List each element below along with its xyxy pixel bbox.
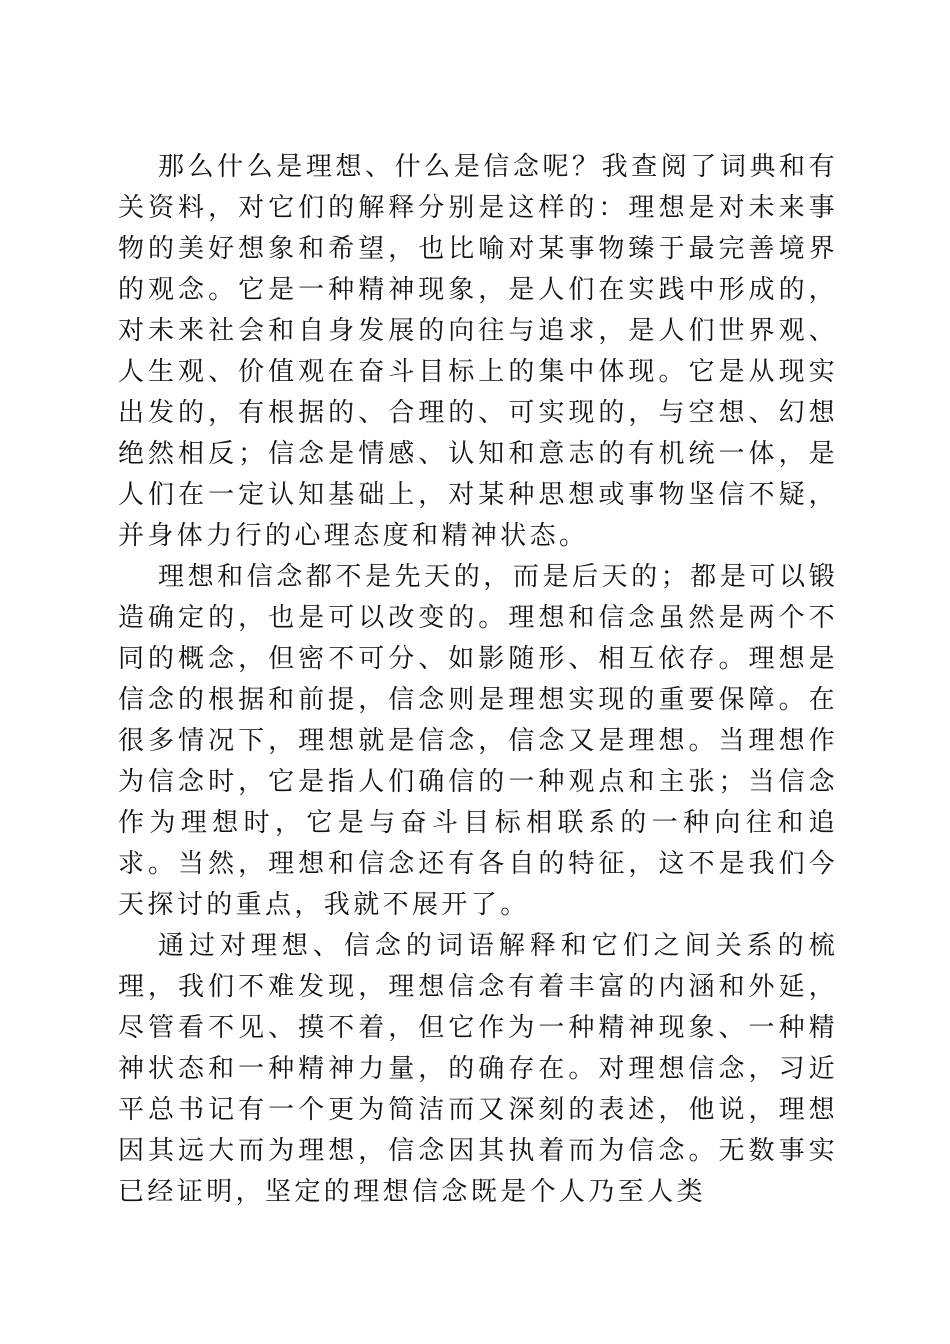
paragraph-conclusion: 通过对理想、信念的词语解释和它们之间关系的梳理，我们不难发现，理想信念有着丰富的内涵和外延，尽管看不见、摸不着，但它作为一种精神现象、一种精神状态和一种精神力量，的确存在。对理想信念，习近平总书记有一个更为简洁而又深刻的表述，他说，理想因其远大而为理想，信念因其执着而为信念。无数事实已经证明，坚定的理想信念既是个人乃至人类 [118,931,838,1207]
paragraph-relationship: 理想和信念都不是先天的，而是后天的；都是可以锻造确定的，也是可以改变的。理想和信念虽然是两个不同的概念，但密不可分、如影随形、相互依存。理想是信念的根据和前提，信念则是理想实现的重要保障。在很多情况下，理想就是信念，信念又是理想。当理想作为信念时，它是指人们确信的一种观点和主张；当信念作为理想时，它是与奋斗目标相联系的一种向往和追求。当然，理想和信念还有各自的特征，这不是我们今天探讨的重点，我就不展开了。 [118,562,838,920]
document-page [118,147,838,1213]
paragraph-definitions: 那么什么是理想、什么是信念呢？我查阅了词典和有关资料，对它们的解释分别是这样的：理想是对未来事物的美好想象和希望，也比喻对某事物臻于最完善境界的观念。它是一种精神现象，是人们在实践中形成的，对未来社会和自身发展的向往与追求，是人们世界观、人生观、价值观在奋斗目标上的集中体现。它是从现实出发的，有根据的、合理的、可实现的，与空想、幻想绝然相反；信念是情感、认知和意志的有机统一体，是人们在一定认知基础上，对某种思想或事物坚信不疑，并身体力行的心理态度和精神状态。 [118,152,838,551]
